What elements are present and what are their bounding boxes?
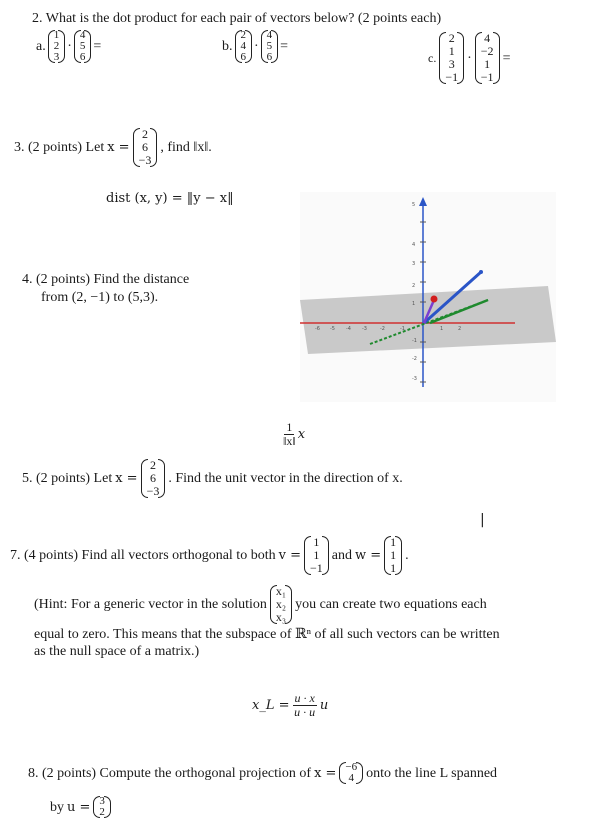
- q3-x-eq: x =: [107, 140, 130, 155]
- q5-x-eq: x =: [115, 471, 138, 486]
- blue-point: [479, 270, 483, 274]
- y-tick: 3: [412, 261, 416, 267]
- x-tick: -2: [380, 326, 385, 332]
- x-tick: -4: [346, 326, 351, 332]
- formula-variable: x: [297, 427, 306, 442]
- q5-suffix: . Find the unit vector in the direction of x.: [168, 471, 403, 486]
- q7-hint-prefix: (Hint: For a generic vector in the solution: [34, 597, 267, 612]
- x-tick: -5: [330, 326, 335, 332]
- red-point: [431, 296, 438, 303]
- q2b-vector-2: 4 5 6: [261, 30, 279, 63]
- dot-operator: ·: [254, 39, 259, 54]
- projection-formula: [252, 692, 328, 719]
- q7-hint-suffix: you can create two equations each: [295, 597, 487, 612]
- x-tick: -1: [400, 326, 405, 332]
- q2a: [36, 30, 101, 63]
- q8-x-eq: x =: [314, 765, 337, 781]
- q5-vector: 2 6 −3: [141, 459, 166, 498]
- q8-vector-x: −6 4: [339, 762, 363, 784]
- q2a-label: a.: [36, 39, 46, 54]
- q4-line2: from (2, −1) to (5,3).: [41, 290, 159, 305]
- q8-prefix: 8. (2 points) Compute the orthogonal projection of: [28, 765, 312, 781]
- equals-sign: =: [280, 39, 289, 54]
- q2a-vector-1: 1 2 3: [48, 30, 66, 63]
- q2b: [222, 30, 288, 63]
- y-tick: 4: [412, 242, 416, 248]
- q2c-label: c.: [428, 50, 437, 65]
- q7-hint-vector: x₁ x₂ x₃: [270, 585, 292, 624]
- q8-u-eq: u =: [67, 799, 91, 815]
- x-tick: -6: [315, 326, 320, 332]
- q7-prefix: 7. (4 points) Find all vectors orthogonal to both: [10, 548, 276, 563]
- dot-operator: ·: [467, 50, 472, 66]
- q5: [22, 459, 403, 498]
- proj-numerator: u · x: [294, 691, 315, 705]
- q2c-vector-2: 4 −2 1 −1: [475, 32, 500, 84]
- q7-line2: equal to zero. This means that the subspace of ℝⁿ of all such vectors can be written: [34, 627, 500, 642]
- y-tick: -2: [412, 356, 417, 362]
- q2-text: 2. What is the dot product for each pair of vectors below? (2 points each): [32, 11, 442, 26]
- q7-line3: as the null space of a matrix.): [34, 644, 200, 659]
- q4-line1: 4. (2 points) Find the distance: [22, 272, 190, 287]
- equals-sign: =: [93, 39, 102, 54]
- unit-vector-formula: [283, 421, 305, 448]
- proj-variable: u: [319, 698, 329, 713]
- q8-vector-u: 3 2: [93, 796, 111, 818]
- q7-vector-w: 1 1 1: [384, 536, 402, 575]
- vector-graph: [300, 192, 556, 402]
- q3-suffix: , find ‖x‖.: [160, 140, 212, 155]
- q2c: [428, 32, 510, 84]
- q2b-label: b.: [222, 39, 233, 54]
- q2a-vector-2: 4 5 6: [74, 30, 92, 63]
- y-tick: -1: [412, 338, 417, 344]
- q3: [14, 128, 212, 167]
- text-cursor: |: [480, 512, 485, 528]
- q8-by: by: [50, 799, 64, 815]
- q3-vector: 2 6 −3: [133, 128, 158, 167]
- q2b-vector-1: 2 4 6: [235, 30, 253, 63]
- q8-line2: [50, 796, 111, 818]
- y-tick: 1: [412, 301, 416, 307]
- proj-lhs: x_L =: [252, 698, 290, 713]
- x-tick: -3: [362, 326, 367, 332]
- y-tick: 2: [412, 283, 416, 289]
- q7: 7. (4 points) Find all vectors orthogonal to both v = 1 1 −1 and w = 1 1 1 .: [10, 535, 409, 575]
- distance-formula: dist (x, y) = ‖y − x‖: [106, 191, 234, 206]
- dot-operator: ·: [67, 39, 72, 54]
- q5-prefix: 5. (2 points) Let: [22, 471, 113, 486]
- formula-numerator: 1: [286, 420, 293, 434]
- q7-v-eq: v =: [278, 548, 301, 563]
- formula-denominator: ‖x‖: [283, 434, 296, 448]
- q2c-vector-1: 2 1 3 −1: [439, 32, 464, 84]
- x-tick: 2: [458, 326, 462, 332]
- q7-w-eq: w =: [354, 548, 382, 563]
- y-tick: 5: [412, 202, 416, 208]
- q7-and: and: [331, 548, 352, 563]
- proj-denominator: u · u: [294, 705, 316, 719]
- y-tick: -3: [412, 376, 417, 382]
- q8-line1: [28, 762, 497, 784]
- q7-hint: [34, 585, 487, 624]
- equals-sign: =: [502, 50, 511, 66]
- q3-prefix: 3. (2 points) Let: [14, 140, 105, 155]
- q8-suffix: onto the line L spanned: [366, 765, 498, 781]
- q7-vector-v: 1 1 −1: [304, 536, 329, 575]
- x-tick: 1: [440, 326, 444, 332]
